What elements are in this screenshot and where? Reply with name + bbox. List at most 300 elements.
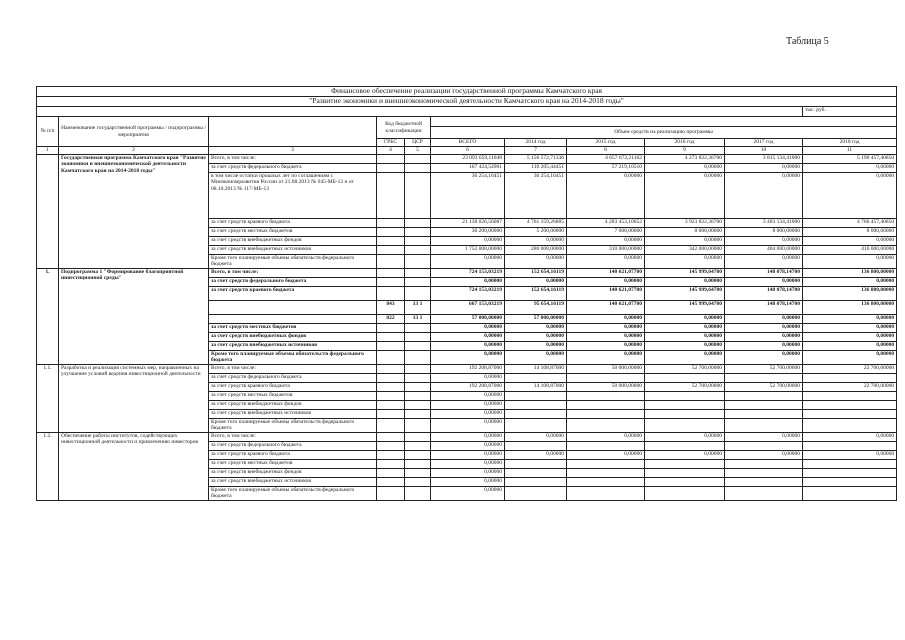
funding-source: Всего, в том числе:	[209, 268, 377, 277]
value-total: 192 208,87000	[431, 364, 505, 373]
value-year: 0,00000	[645, 332, 725, 341]
value-year: 4 283 453,10652	[567, 218, 645, 227]
value-year: 148 078,14700	[725, 286, 803, 300]
value-year: 0,00000	[505, 350, 567, 364]
value-year: 416 000,00000	[803, 245, 897, 254]
value-year: 3 923 822,36700	[645, 218, 725, 227]
value-year: 0,00000	[725, 323, 803, 332]
value-total: 57 000,00000	[431, 314, 505, 323]
value-year	[803, 468, 897, 477]
grbs-code	[377, 236, 405, 245]
table-body	[37, 87, 897, 501]
funding-source: за счет средств федерального бюджета	[209, 441, 377, 450]
table-subtitle: "Развитие экономики и внешнеэкономической деятельности Камчатского края на 2014-2018 годы"	[37, 97, 897, 107]
grbs-code	[377, 432, 405, 441]
table-row	[37, 154, 897, 163]
column-number-row	[37, 147, 897, 155]
funding-source: за счет средств внебюджетных источников	[209, 477, 377, 486]
value-year	[725, 459, 803, 468]
value-year: 140 621,07700	[567, 268, 645, 277]
value-year: 0,00000	[505, 332, 567, 341]
value-year	[725, 373, 803, 382]
value-year: 3 815 134,41000	[725, 154, 803, 163]
funding-source: в том числе остатки прошлых лет по соглашениям с Минэкономразвития России от 21.08.2013 № 045-МБ-13 и от 08.10.2013 № 117-МБ-13	[209, 172, 377, 218]
value-year: 136 800,00000	[803, 286, 897, 300]
value-year: 8 000,00000	[645, 227, 725, 236]
value-total: 0,00000	[431, 477, 505, 486]
value-year: 0,00000	[567, 254, 645, 268]
csr-code	[405, 323, 431, 332]
value-total: 724 153,03219	[431, 268, 505, 277]
value-year: 148 078,14700	[725, 268, 803, 277]
program-name: Подпрограмма 1 "Формирование благоприятной инвестиционной среды"	[59, 268, 209, 364]
value-total: 0,00000	[431, 323, 505, 332]
value-year	[803, 391, 897, 400]
value-year	[725, 477, 803, 486]
csr-code: 13 1	[405, 300, 431, 314]
csr-code	[405, 459, 431, 468]
value-total: 0,00000	[431, 236, 505, 245]
grbs-code	[377, 341, 405, 350]
value-year: 52 700,00000	[645, 364, 725, 373]
value-year	[803, 418, 897, 432]
value-total: 0,00000	[431, 350, 505, 364]
value-total: 0,00000	[431, 373, 505, 382]
value-year	[645, 459, 725, 468]
header-year-2014: 2014 год	[505, 139, 567, 147]
value-total: 724 153,03219	[431, 286, 505, 300]
program-name: Государственная программа Камчатского края "Развитие экономики и внешнеэкономической деятельности Камчатского края на 2014-2018 годы"	[59, 154, 209, 268]
csr-code	[405, 400, 431, 409]
value-total: 667 153,03219	[431, 300, 505, 314]
value-year: 136 800,00000	[803, 268, 897, 277]
value-year: 0,00000	[725, 432, 803, 441]
funding-source: за счет средств внебюджетных фондов	[209, 468, 377, 477]
value-total: 0,00000	[431, 418, 505, 432]
value-year	[725, 409, 803, 418]
grbs-code	[377, 373, 405, 382]
value-year: 50 000,00000	[567, 364, 645, 373]
value-year	[505, 477, 567, 486]
value-year: 52 700,00000	[645, 382, 725, 391]
value-year: 36 254,16451	[505, 172, 567, 218]
colnum: 7	[505, 147, 567, 155]
value-year	[505, 418, 567, 432]
funding-source: за счет средств федерального бюджета	[209, 373, 377, 382]
value-year: 0,00000	[505, 450, 567, 459]
value-year: 52 700,00000	[725, 382, 803, 391]
grbs-code	[377, 268, 405, 277]
value-year: 0,00000	[645, 350, 725, 364]
header-volume: Объем средств на реализацию программы	[431, 127, 897, 139]
value-year: 0,00000	[803, 332, 897, 341]
header-source	[209, 117, 377, 147]
value-year: 0,00000	[567, 332, 645, 341]
csr-code	[405, 350, 431, 364]
value-year: 0,00000	[725, 314, 803, 323]
value-total: 0,00000	[431, 341, 505, 350]
value-year	[567, 418, 645, 432]
value-year: 0,00000	[567, 450, 645, 459]
value-year: 0,00000	[567, 341, 645, 350]
csr-code	[405, 409, 431, 418]
grbs-code	[377, 218, 405, 227]
value-year: 57 219,10510	[567, 163, 645, 172]
value-year: 5 156 572,71336	[505, 154, 567, 163]
csr-code	[405, 245, 431, 254]
value-year: 0,00000	[645, 277, 725, 286]
table-row	[37, 268, 897, 277]
csr-code	[405, 418, 431, 432]
row-number	[37, 154, 59, 268]
value-year: 342 000,00000	[645, 245, 725, 254]
colnum: 10	[725, 147, 803, 155]
value-year: 0,00000	[505, 341, 567, 350]
value-total: 0,00000	[431, 459, 505, 468]
value-year: 0,00000	[803, 314, 897, 323]
value-year	[645, 441, 725, 450]
value-year: 0,00000	[803, 323, 897, 332]
value-year: 0,00000	[725, 172, 803, 218]
value-year	[505, 486, 567, 500]
financing-table	[36, 86, 897, 501]
colnum: 4	[377, 147, 405, 155]
value-year: 4 657 672,21162	[567, 154, 645, 163]
header-year-2015: 2015 год	[567, 139, 645, 147]
value-year: 145 999,64700	[645, 300, 725, 314]
value-year	[725, 468, 803, 477]
value-year	[645, 373, 725, 382]
grbs-code	[377, 254, 405, 268]
funding-source: за счет средств внебюджетных источников	[209, 245, 377, 254]
value-total: 0,00000	[431, 486, 505, 500]
header-spacer	[431, 117, 897, 127]
colnum: 1	[37, 147, 59, 155]
funding-source: Кроме того планируемые объемы обязательств федерального бюджета	[209, 350, 377, 364]
colnum: 2	[59, 147, 209, 155]
grbs-code	[377, 163, 405, 172]
value-year: 0,00000	[725, 332, 803, 341]
value-year: 0,00000	[725, 163, 803, 172]
funding-source: Кроме того планируемые объемы обязательств федерального бюджета	[209, 254, 377, 268]
csr-code	[405, 391, 431, 400]
header-name: Наименование государственной программы / подпрограммы / мероприятия	[59, 117, 209, 147]
value-year	[725, 400, 803, 409]
funding-source: за счет средств внебюджетных источников	[209, 341, 377, 350]
funding-source	[209, 314, 377, 323]
value-year: 0,00000	[725, 450, 803, 459]
value-year: 140 621,07700	[567, 286, 645, 300]
value-year: 152 654,16119	[505, 286, 567, 300]
value-year: 0,00000	[803, 172, 897, 218]
value-year	[725, 391, 803, 400]
value-year: 4 766 457,40850	[803, 218, 897, 227]
funding-source: за счет средств внебюджетных фондов	[209, 400, 377, 409]
value-year	[505, 459, 567, 468]
value-year	[567, 391, 645, 400]
value-year: 0,00000	[803, 450, 897, 459]
value-year: 0,00000	[645, 163, 725, 172]
grbs-code	[377, 245, 405, 254]
value-year	[803, 459, 897, 468]
value-year	[567, 409, 645, 418]
value-year: 57 000,00000	[505, 314, 567, 323]
value-year	[803, 373, 897, 382]
value-year	[645, 486, 725, 500]
units-spacer	[37, 107, 803, 117]
grbs-code	[377, 286, 405, 300]
value-year: 0,00000	[567, 323, 645, 332]
value-year: 0,00000	[505, 254, 567, 268]
csr-code: 13 1	[405, 314, 431, 323]
csr-code	[405, 154, 431, 163]
colnum: 8	[567, 147, 645, 155]
value-year: 110 205,44451	[505, 163, 567, 172]
funding-source: за счет средств краевого бюджета	[209, 382, 377, 391]
grbs-code	[377, 277, 405, 286]
header-year-2016: 2016 год	[645, 139, 725, 147]
grbs-code	[377, 468, 405, 477]
value-year: 95 654,16119	[505, 300, 567, 314]
csr-code	[405, 277, 431, 286]
value-year	[803, 477, 897, 486]
value-total: 0,00000	[431, 400, 505, 409]
funding-source: за счет средств местных бюджетов	[209, 323, 377, 332]
csr-code	[405, 468, 431, 477]
value-year: 0,00000	[645, 314, 725, 323]
funding-source: за счет средств краевого бюджета	[209, 218, 377, 227]
value-year: 0,00000	[567, 172, 645, 218]
value-year	[645, 468, 725, 477]
csr-code	[405, 254, 431, 268]
csr-code	[405, 432, 431, 441]
funding-source: Кроме того планируемые объемы обязательств федерального бюджета	[209, 486, 377, 500]
colnum: 3	[209, 147, 377, 155]
value-total: 0,00000	[431, 450, 505, 459]
funding-source: за счет средств краевого бюджета	[209, 286, 377, 300]
value-year	[725, 418, 803, 432]
value-year: 0,00000	[803, 236, 897, 245]
header-grbs: ГРБС	[377, 139, 405, 147]
header-total: ВСЕГО	[431, 139, 505, 147]
value-year: 0,00000	[725, 254, 803, 268]
grbs-code	[377, 350, 405, 364]
value-total: 0,00000	[431, 432, 505, 441]
colnum: 9	[645, 147, 725, 155]
value-year: 22 700,00000	[803, 364, 897, 373]
units-row	[37, 107, 897, 117]
grbs-code	[377, 450, 405, 459]
value-year: 136 800,00000	[803, 300, 897, 314]
value-year	[725, 441, 803, 450]
grbs-code: 822	[377, 314, 405, 323]
value-total: 0,00000	[431, 441, 505, 450]
value-year: 0,00000	[803, 350, 897, 364]
funding-source: за счет средств внебюджетных фондов	[209, 236, 377, 245]
value-year: 0,00000	[803, 432, 897, 441]
value-year	[645, 477, 725, 486]
grbs-code	[377, 418, 405, 432]
csr-code	[405, 286, 431, 300]
colnum: 11	[803, 147, 897, 155]
row-number: 1.2.	[37, 432, 59, 500]
funding-source: за счет средств местных бюджетов	[209, 391, 377, 400]
header-code: Код бюджетной классификации	[377, 117, 431, 139]
value-year	[645, 400, 725, 409]
value-year: 0,00000	[645, 450, 725, 459]
value-year	[505, 409, 567, 418]
csr-code	[405, 477, 431, 486]
value-year	[803, 400, 897, 409]
value-year: 0,00000	[505, 432, 567, 441]
value-total: 23 093 659,11048	[431, 154, 505, 163]
header-row-1	[37, 117, 897, 127]
value-year	[567, 441, 645, 450]
value-year: 140 621,07700	[567, 300, 645, 314]
grbs-code	[377, 486, 405, 500]
value-total: 21 138 026,56087	[431, 218, 505, 227]
funding-source: Всего, в том числе:	[209, 432, 377, 441]
grbs-code	[377, 364, 405, 373]
csr-code	[405, 268, 431, 277]
csr-code	[405, 441, 431, 450]
funding-source: Кроме того планируемые объемы обязательств федерального бюджета	[209, 418, 377, 432]
funding-source: за счет средств внебюджетных фондов	[209, 332, 377, 341]
csr-code	[405, 373, 431, 382]
value-total: 0,00000	[431, 391, 505, 400]
header-year-2017: 2017 год	[725, 139, 803, 147]
grbs-code	[377, 323, 405, 332]
value-year	[505, 373, 567, 382]
funding-source: Всего, в том числе:	[209, 364, 377, 373]
value-year: 0,00000	[725, 236, 803, 245]
value-year: 310 000,00000	[567, 245, 645, 254]
value-year: 5 200,00000	[505, 227, 567, 236]
value-year	[505, 391, 567, 400]
program-name: Разработка и реализация системных мер, направленных на улучшение условий ведения инвестиционной деятельности	[59, 364, 209, 432]
header-csr: ЦСР	[405, 139, 431, 147]
colnum: 6	[431, 147, 505, 155]
csr-code	[405, 172, 431, 218]
csr-code	[405, 486, 431, 500]
value-year: 8 000,00000	[803, 227, 897, 236]
grbs-code	[377, 172, 405, 218]
value-year: 0,00000	[567, 277, 645, 286]
value-year: 0,00000	[803, 254, 897, 268]
value-total: 36 254,16451	[431, 172, 505, 218]
colnum: 5	[405, 147, 431, 155]
value-year	[567, 373, 645, 382]
value-year	[645, 418, 725, 432]
funding-source: Всего, в том числе:	[209, 154, 377, 163]
value-year: 280 008,00000	[505, 245, 567, 254]
value-year: 0,00000	[725, 350, 803, 364]
funding-source: за счет средств федерального бюджета	[209, 163, 377, 172]
value-year	[803, 486, 897, 500]
units-label: тыс. руб.	[803, 107, 897, 117]
value-year: 4 273 822,36700	[645, 154, 725, 163]
title-row-1	[37, 87, 897, 97]
funding-source: за счет средств краевого бюджета	[209, 450, 377, 459]
value-total: 192 208,87000	[431, 382, 505, 391]
value-year: 0,00000	[567, 314, 645, 323]
value-year: 404 000,00000	[725, 245, 803, 254]
value-year: 4 761 159,26885	[505, 218, 567, 227]
value-total: 167 424,54961	[431, 163, 505, 172]
funding-source: за счет средств федерального бюджета	[209, 277, 377, 286]
grbs-code	[377, 332, 405, 341]
value-year: 22 700,00000	[803, 382, 897, 391]
value-year: 7 000,00000	[567, 227, 645, 236]
row-number: 1.	[37, 268, 59, 364]
value-year: 52 700,00000	[725, 364, 803, 373]
funding-source: за счет средств внебюджетных источников	[209, 409, 377, 418]
value-year: 0,00000	[803, 277, 897, 286]
value-year: 152 654,16119	[505, 268, 567, 277]
grbs-code	[377, 227, 405, 236]
value-total: 36 200,00000	[431, 227, 505, 236]
grbs-code	[377, 391, 405, 400]
value-year: 0,00000	[803, 163, 897, 172]
value-total: 0,00000	[431, 468, 505, 477]
grbs-code	[377, 477, 405, 486]
csr-code	[405, 382, 431, 391]
value-year	[567, 477, 645, 486]
csr-code	[405, 227, 431, 236]
grbs-code	[377, 154, 405, 163]
table-row	[37, 432, 897, 441]
value-year: 0,00000	[505, 277, 567, 286]
grbs-code	[377, 400, 405, 409]
value-year: 0,00000	[645, 323, 725, 332]
csr-code	[405, 218, 431, 227]
value-year: 5 190 457,40850	[803, 154, 897, 163]
grbs-code	[377, 459, 405, 468]
funding-source: за счет средств местных бюджетов	[209, 459, 377, 468]
value-year: 0,00000	[645, 341, 725, 350]
header-year-2018: 2018 год	[803, 139, 897, 147]
value-year: 3 403 134,41000	[725, 218, 803, 227]
value-year: 14 108,87000	[505, 382, 567, 391]
value-year	[645, 409, 725, 418]
value-year: 148 078,14700	[725, 300, 803, 314]
value-total: 0,00000	[431, 409, 505, 418]
value-year: 8 000,00000	[725, 227, 803, 236]
csr-code	[405, 341, 431, 350]
value-year: 0,00000	[725, 341, 803, 350]
value-year: 14 108,87000	[505, 364, 567, 373]
value-year: 0,00000	[567, 236, 645, 245]
grbs-code	[377, 382, 405, 391]
value-total: 0,00000	[431, 332, 505, 341]
funding-source: за счет средств местных бюджетов	[209, 227, 377, 236]
value-year: 50 000,00000	[567, 382, 645, 391]
csr-code	[405, 364, 431, 373]
header-num: № п/п	[37, 117, 59, 147]
csr-code	[405, 450, 431, 459]
value-year	[645, 391, 725, 400]
value-year	[505, 400, 567, 409]
table-row	[37, 364, 897, 373]
value-year: 0,00000	[803, 341, 897, 350]
grbs-code	[377, 409, 405, 418]
value-year: 0,00000	[505, 236, 567, 245]
title-row-2	[37, 97, 897, 107]
value-year: 0,00000	[567, 432, 645, 441]
value-year	[803, 409, 897, 418]
table-title: Финансовое обеспечение реализации государственной программы Камчатского края	[37, 87, 897, 97]
value-year: 0,00000	[645, 254, 725, 268]
